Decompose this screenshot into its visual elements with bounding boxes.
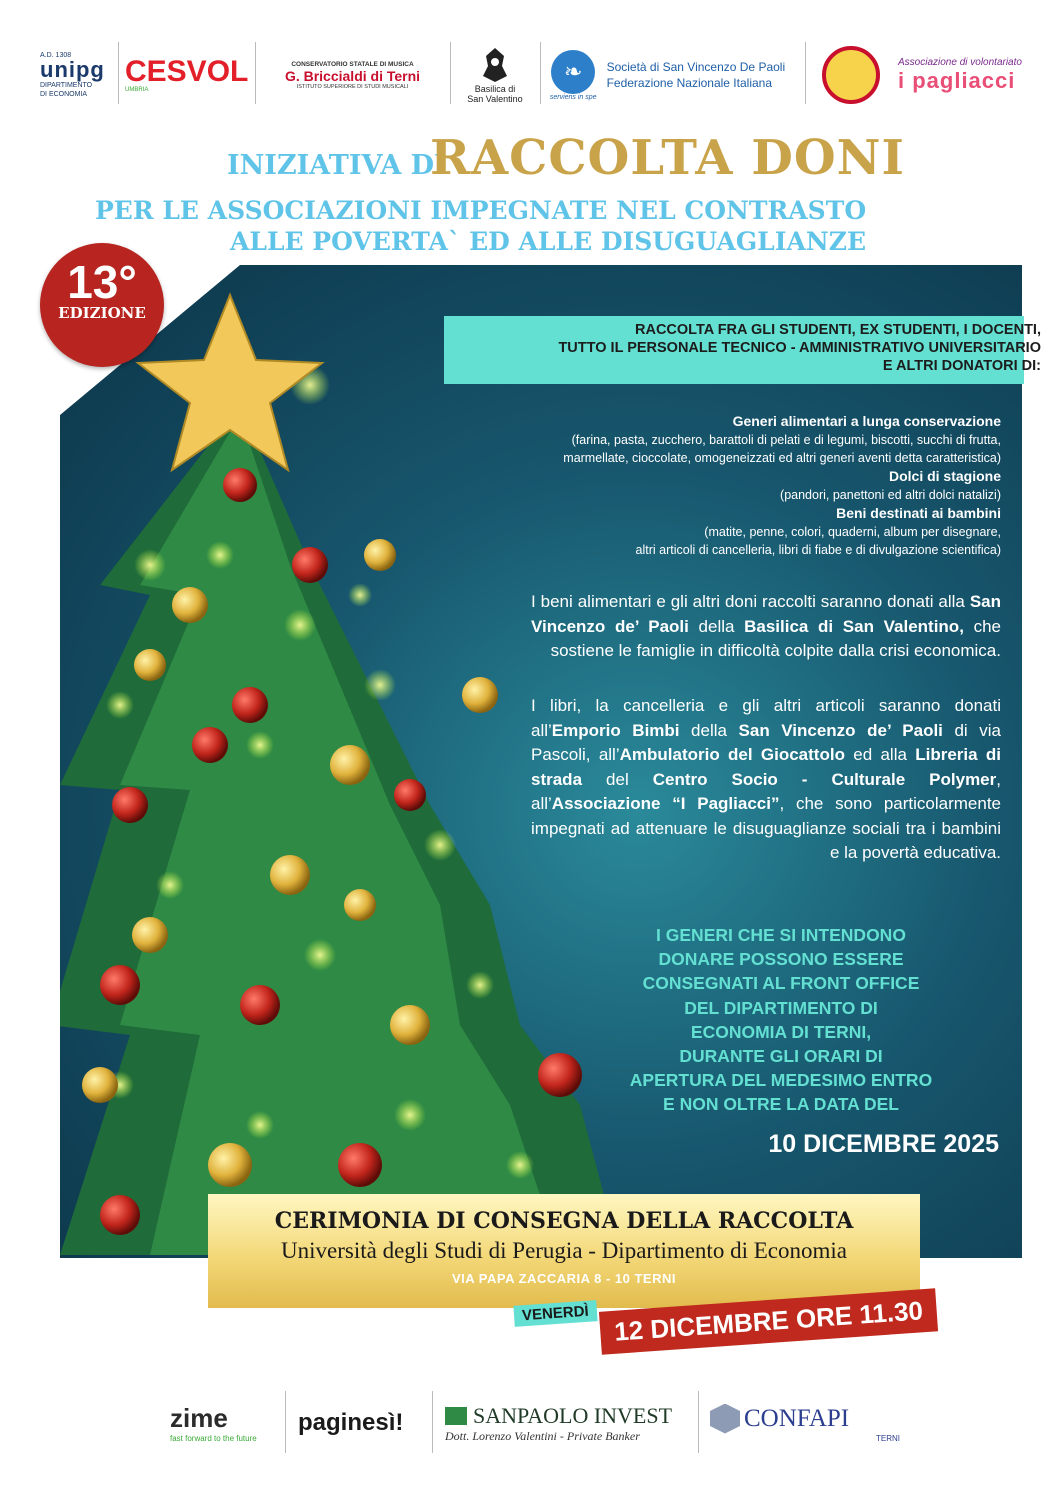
unipg-name: unipg	[40, 56, 105, 82]
basilica-logo	[455, 30, 535, 120]
p1-text: che sostiene le famiglie in difficoltà colpite dalla crisi economica.	[550, 616, 1001, 660]
paginesi-name: paginesì!	[298, 1409, 404, 1436]
goods-title: Dolci di stagione	[888, 468, 1001, 484]
p1-text: della	[688, 616, 745, 636]
pagliacci-logo	[898, 30, 1028, 120]
zime-name: zime	[170, 1403, 228, 1433]
band-line1: RACCOLTA FRA GLI STUDENTI, EX STUDENTI, I DOCENTI,	[635, 322, 1041, 338]
sanpaolo-logo	[445, 1383, 695, 1463]
delivery-line: CONSEGNATI AL FRONT OFFICE	[642, 973, 920, 994]
delivery-line: DURANTE GLI ORARI DI	[679, 1046, 883, 1067]
p1-bold: San Vincenzo de’ Paoli	[531, 592, 1001, 636]
goods-detail: (pandori, panettoni ed altri dolci natalizi)	[780, 488, 1001, 502]
ceremony-title: CERIMONIA DI CONSEGNA DELLA RACCOLTA	[274, 1208, 854, 1234]
svdp-name-2: Federazione Nazionale Italiana	[606, 76, 773, 90]
goods-item	[421, 467, 1001, 486]
confapi-hex-icon	[710, 1404, 740, 1434]
unipg-dept-1: DIPARTIMENTO	[40, 81, 93, 89]
sanpaolo-sub: Dott. Lorenzo Valentini - Private Banker	[445, 1428, 640, 1443]
paragraph-food-donations	[531, 590, 1001, 664]
unipg-dept-2: DI ECONOMIA	[40, 90, 88, 98]
pagliacci-top: Associazione di volontariato	[898, 56, 1022, 68]
basilica-line1: Basilica di	[474, 84, 516, 94]
p2-text: , all’	[531, 769, 1001, 813]
svdp-logo	[545, 30, 790, 120]
goods-item	[421, 412, 1001, 431]
conservatorio-logo	[260, 30, 445, 120]
delivery-info	[561, 923, 1001, 1117]
p2-text: del	[582, 769, 653, 789]
p2-text: I libri, la cancelleria e gli altri articoli saranno donati all’	[531, 696, 1001, 740]
p2-bold: San Vincenzo de’ Paoli	[738, 720, 943, 740]
logo-divider	[698, 1391, 699, 1453]
conservatorio-name: G. Briccialdi di Terni	[284, 67, 421, 84]
goods-item	[421, 504, 1001, 523]
ceremony-venue: Università degli Studi di Perugia - Dipartimento di Economia	[281, 1238, 847, 1263]
goods-title: Generi alimentari a lunga conservazione	[732, 413, 1001, 429]
p2-text: della	[679, 720, 739, 740]
zime-logo	[170, 1383, 280, 1463]
logo-divider	[805, 42, 806, 104]
p2-bold: Emporio Bimbi	[551, 720, 680, 740]
ceremony-day: VENERDÌ	[513, 1300, 597, 1327]
band-line3: E ALTRI DONATORI DI:	[882, 358, 1041, 374]
logo-divider	[432, 1391, 433, 1453]
goods-title: Beni destinati ai bambini	[836, 505, 1001, 521]
goods-list	[421, 412, 1001, 559]
edition-label: EDIZIONE	[58, 304, 146, 322]
logo-divider	[450, 42, 451, 104]
zime-tagline: fast forward to the future	[170, 1434, 257, 1443]
p2-bold: Associazione “I Pagliacci”	[551, 794, 780, 813]
svdp-fish-icon: ❧	[551, 50, 595, 94]
delivery-line: E NON OLTRE LA DATA DEL	[663, 1094, 899, 1115]
sanpaolo-mark-icon	[445, 1407, 467, 1425]
paginesi-logo	[298, 1383, 428, 1463]
confapi-name: CONFAPI	[744, 1404, 850, 1432]
headline-main: RACCOLTA DONI	[430, 130, 905, 186]
delivery-line: I GENERI CHE SI INTENDONO	[656, 925, 906, 945]
p1-bold: Basilica di San Valentino,	[744, 616, 964, 636]
headline-line3: ALLE POVERTA` ED ALLE DISUGUAGLIANZE	[230, 227, 867, 256]
goods-detail: (farina, pasta, zucchero, barattoli di pelati e di legumi, biscotti, succhi di frutta,	[571, 433, 1001, 447]
sponsor-logos	[170, 1383, 910, 1463]
delivery-line: APERTURA DEL MEDESIMO ENTRO	[629, 1070, 933, 1091]
confapi-sub: TERNI	[876, 1433, 900, 1443]
p1-text: I beni alimentari e gli altri doni raccolti saranno donati alla	[531, 592, 970, 611]
goods-detail: (matite, penne, colori, quaderni, album per disegnare,	[704, 525, 1001, 539]
ceremony-address: VIA PAPA ZACCARIA 8 - 10 TERNI	[452, 1271, 676, 1286]
partner-logos-top	[30, 30, 1040, 120]
edition-number: 13°	[67, 256, 137, 308]
logo-divider	[255, 42, 256, 104]
cesvol-sub: UMBRIA	[125, 87, 149, 93]
logo-divider	[118, 42, 119, 104]
polymer-logo	[818, 30, 883, 120]
delivery-line: DEL DIPARTIMENTO DI	[684, 997, 878, 1018]
cesvol-logo	[125, 30, 250, 120]
svdp-name-1: Società di San Vincenzo De Paoli	[606, 60, 786, 74]
p2-bold: Centro Socio - Culturale Polymer	[652, 769, 997, 789]
conservatorio-sub: ISTITUTO SUPERIORE DI STUDI MUSICALI	[296, 83, 409, 90]
paragraph-book-donations	[531, 694, 1001, 866]
p2-text: , che sono particolarmente impegnati ad attenuare le disuguaglianze sociali tra i bambini e la povertà educativa.	[531, 794, 1001, 862]
basilica-line2: San Valentino	[467, 94, 523, 104]
headline-prefix: INIZIATIVA DI	[227, 150, 447, 181]
basilica-emblem-icon	[480, 46, 510, 84]
conservatorio-top: CONSERVATORIO STATALE DI MUSICA	[291, 60, 414, 68]
unipg-ad: A.D. 1308	[40, 51, 72, 59]
p2-text: ed alla	[844, 745, 916, 764]
sanpaolo-name: SANPAOLO INVEST	[473, 1402, 673, 1428]
goods-detail: marmellate, cioccolate, omogeneizzati ed altri generi aventi detta caratteristica)	[563, 451, 1001, 465]
pagliacci-name: i pagliacci	[898, 67, 1016, 93]
goods-detail: altri articoli di cancelleria, libri di fiabe e di divulgazione scientifica)	[635, 543, 1001, 557]
logo-divider	[540, 42, 541, 104]
ceremony-datetime: 12 DICEMBRE ORE 11.30	[599, 1288, 938, 1354]
band-line2: TUTTO IL PERSONALE TECNICO - AMMINISTRATIVO UNIVERSITARIO	[558, 340, 1041, 356]
polymer-badge-icon	[822, 46, 880, 104]
donors-band-text	[481, 321, 1041, 375]
cesvol-name: CESVOL	[125, 55, 249, 88]
headline-line2: PER LE ASSOCIAZIONI IMPEGNATE NEL CONTRASTO	[95, 196, 867, 225]
unipg-logo	[40, 30, 125, 120]
p2-bold: Libreria di strada	[531, 745, 1001, 789]
confapi-logo	[710, 1383, 900, 1463]
svdp-caption: serviens in spe	[549, 93, 597, 101]
edition-badge	[40, 243, 164, 367]
delivery-line: ECONOMIA DI TERNI,	[690, 1021, 872, 1042]
p2-text: di via Pascoli, all’	[531, 720, 1001, 764]
p2-bold: Ambulatorio del Giocattolo	[619, 745, 845, 764]
deadline-date: 10 DICEMBRE 2025	[768, 1130, 999, 1158]
logo-divider	[285, 1391, 286, 1453]
delivery-line: DONARE POSSONO ESSERE	[658, 949, 904, 970]
